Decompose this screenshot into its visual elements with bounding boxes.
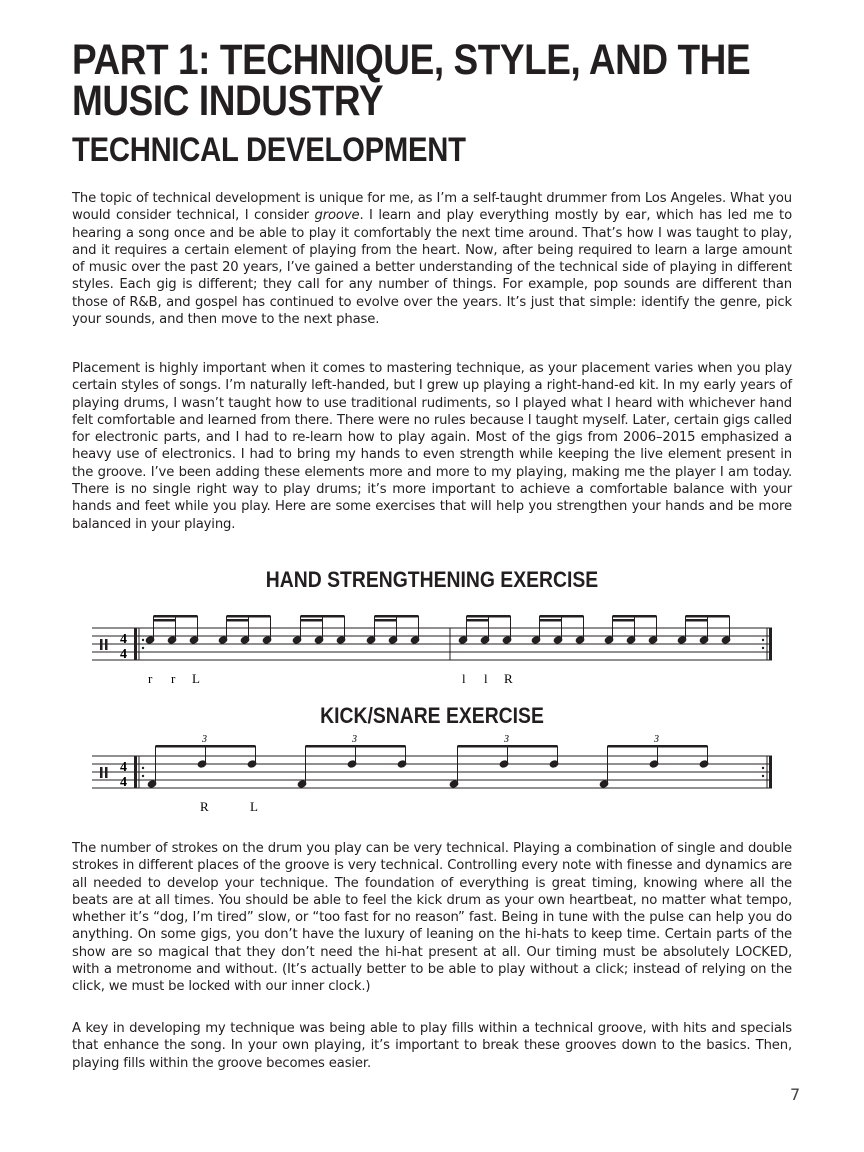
sticking: L xyxy=(250,799,258,814)
part-title xyxy=(72,36,794,125)
part-title-line2: MUSIC INDUSTRY xyxy=(72,77,384,125)
sticking: R xyxy=(200,799,209,814)
paragraph-4: A key in developing my technique was being able to play fills within a technical groove, with hits and specials that enhance the song. In your own playing, it’s important to break these grooves down to the basics. Then, playing fills within the groove becomes easier. xyxy=(72,1021,792,1071)
paragraph-3: The number of strokes on the drum you play can be very technical. Playing a combination of single and double strokes in different places of the groove is very technical. Controlling every note with finesse and dynamics are all needed to develop your technique. The foundation of everything is great timing, knowing where all the beats are at all times. You should be able to feel the kick drum as your own heartbeat, no matter what tempo, whether it’s “dog, I’m tired” slow, or “too fast for no reason” fast. Being in tune with the pulse can help you do anything. On some gigs, you don’t have the luxury of leaning on the hi-hats to keep time. Certain parts of the show are so magical that they don’t need the hi-hat present at all. Our timing must be absolutely LOCKED, with a metronome and without. (It’s actually better to be able to play without a click; instead of relying on the click, we must be locked with our inner clock.) xyxy=(72,841,792,995)
time-sig-bottom: 4 xyxy=(120,647,127,662)
triplet-groups xyxy=(147,745,709,788)
sticking: L xyxy=(192,671,200,686)
sticking: r xyxy=(171,671,176,686)
hand-exercise-notation xyxy=(92,606,792,686)
kick-exercise-notation xyxy=(92,734,792,814)
sticking: l xyxy=(484,671,488,686)
paragraph-1-text-a: The topic of technical development is unique for me, as I’m a self-taught drummer from Los Angeles. What you would consider technical, I consider xyxy=(72,191,792,224)
paragraph-2: Placement is highly important when it comes to mastering technique, as your placement varies when you play certain styles of songs. I’m naturally left-handed, but I grew up playing a right-hand-ed kit. In my early years of playing drums, I wasn’t taught how to use traditional rudiments, so I played what I heard with whichever hand felt comfortable and learned from there. There were no rules because I taught myself. Later, certain gigs called for electronic parts, and I had to re-learn how to play again. Most of the gigs from 2006–2015 emphasized a heavy use of electronics. I had to bring my hands to even strength while keeping the live element present in the groove. I’ve been adding these elements more and more to my playing, making me the player I am today. There is no single right way to play drums; it’s more important to achieve a comfortable balance with your hands and feet while you play. Here are some exercises that will help you strengthen your hands and be more balanced in your playing. xyxy=(72,361,792,532)
time-sig-bottom: 4 xyxy=(120,775,127,790)
kick-exercise-title: KICK/SNARE EXERCISE xyxy=(320,703,544,728)
sticking: R xyxy=(504,671,513,686)
time-sig-top: 4 xyxy=(120,632,127,647)
part-title-line1: PART 1: TECHNIQUE, STYLE, AND THE xyxy=(72,36,751,84)
page-number: 7 xyxy=(790,1085,801,1104)
hand-exercise-title: HAND STRENGTHENING EXERCISE xyxy=(265,567,599,592)
paragraph-1-text-b: . I learn and play everything mostly by ear, which has led me to hearing a song once and be able to play it comfortably the next time around. That’s how I was taught to play, and it requires a certain element of playing from the heart. Now, after being required to learn a large amount of music over the past 20 years, I’ve gained a better understanding of the technical side of playing in different styles. Each gig is different; they call for any number of things. For example, pop sounds are different than those of R&B, and gospel has continued to evolve over the years. It’s just that simple: identify the genre, pick your sounds, and then move to the next phase. xyxy=(72,208,792,328)
section-title: TECHNICAL DEVELOPMENT xyxy=(72,131,466,169)
note-groups xyxy=(145,615,731,644)
tuplet-label: 3 xyxy=(654,734,659,745)
tuplet-label: 3 xyxy=(202,734,207,745)
page xyxy=(72,36,792,1071)
sticking: r xyxy=(148,671,153,686)
paragraph-1 xyxy=(72,190,792,328)
tuplet-label: 3 xyxy=(504,734,509,745)
paragraph-1-italic: groove xyxy=(314,208,360,224)
tuplet-label: 3 xyxy=(352,734,357,745)
time-sig-top: 4 xyxy=(120,760,127,775)
sticking: l xyxy=(462,671,466,686)
